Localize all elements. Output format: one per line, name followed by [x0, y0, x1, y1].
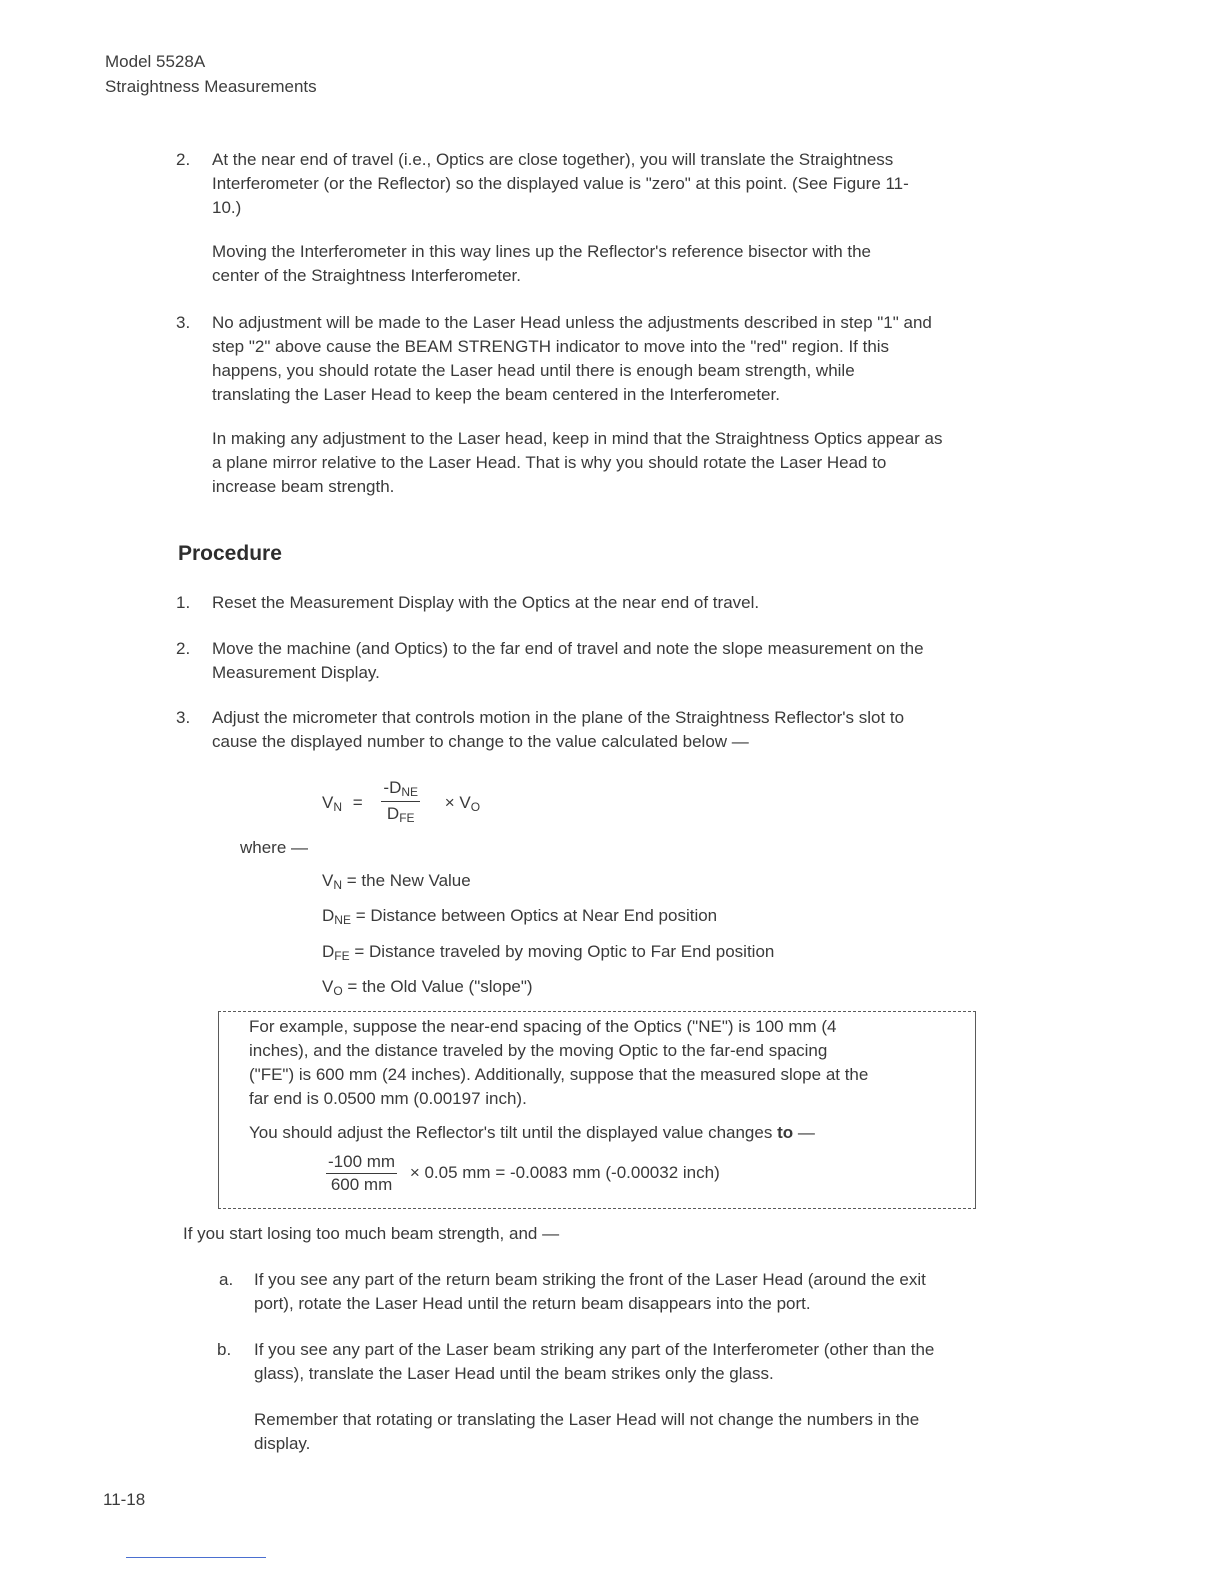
- header-section: Straightness Measurements: [105, 77, 317, 96]
- item-text: [212, 240, 1012, 288]
- subitem-text: [254, 1268, 1024, 1316]
- text-line: Interferometer (or the Reflector) so the displayed value is "zero" at this point. (See Figure 11-: [212, 174, 909, 193]
- text-line: In making any adjustment to the Laser head, keep in mind that the Straightness Optics appear as: [212, 429, 943, 448]
- item-text: [212, 311, 1012, 407]
- footer-rule: [126, 1557, 266, 1558]
- text-line: Remember that rotating or translating the Laser Head will not change the numbers in the: [254, 1410, 920, 1429]
- calc-result: × 0.05 mm = -0.0083 mm (-0.00032 inch): [409, 1162, 720, 1182]
- text-line: No adjustment will be made to the Laser Head unless the adjustments described in step "1" and: [212, 313, 932, 332]
- formula-lhs: VN: [322, 792, 343, 814]
- text-line: If you see any part of the return beam striking the front of the Laser Head (around the exit: [254, 1270, 926, 1289]
- step-text: [212, 591, 1012, 615]
- step-number: 1.: [176, 593, 191, 612]
- definition: DFE = Distance traveled by moving Optic to Far End position: [322, 942, 775, 963]
- text-line: translating the Laser Head to keep the beam centered in the Interferometer.: [212, 385, 780, 404]
- where-label: where —: [240, 838, 309, 857]
- text-line: port), rotate the Laser Head until the return beam disappears into the port.: [254, 1294, 811, 1313]
- text-line: ("FE") is 600 mm (24 inches). Additionally, suppose that the measured slope at the: [249, 1065, 869, 1084]
- subitem-text: [254, 1338, 1024, 1386]
- text-line: a plane mirror relative to the Laser Head. That is why you should rotate the Laser Head to: [212, 453, 887, 472]
- subitem-letter: a.: [219, 1270, 234, 1289]
- definition: DNE = Distance between Optics at Near End position: [322, 906, 718, 927]
- text-line: cause the displayed number to change to the value calculated below —: [212, 732, 749, 751]
- step-number: 3.: [176, 708, 191, 727]
- text-line: center of the Straightness Interferometer.: [212, 266, 521, 285]
- text-line: Measurement Display.: [212, 663, 380, 682]
- procedure-heading: Procedure: [178, 542, 282, 565]
- example-instruction: You should adjust the Reflector's tilt until the displayed value changes to —: [249, 1123, 815, 1142]
- definition: VO = the Old Value ("slope"): [322, 977, 533, 998]
- formula-denominator: DFE: [386, 804, 415, 825]
- text-line: For example, suppose the near-end spacing of the Optics ("NE") is 100 mm (4: [249, 1017, 837, 1036]
- text-line: happens, you should rotate the Laser head until there is enough beam strength, while: [212, 361, 855, 380]
- formula-numerator: -DNE: [381, 776, 420, 802]
- item-text: [212, 427, 1012, 499]
- text-line: If you see any part of the Laser beam striking any part of the Interferometer (other than the: [254, 1340, 935, 1359]
- step-text: [212, 706, 1012, 754]
- tail-intro: If you start losing too much beam strength, and —: [183, 1224, 560, 1243]
- formula-fraction: [381, 776, 420, 827]
- example-calculation: [326, 1151, 720, 1196]
- text-line: Move the machine (and Optics) to the far end of travel and note the slope measurement on the: [212, 639, 924, 658]
- page-number: 11-18: [103, 1490, 146, 1509]
- item-number: 3.: [176, 313, 191, 332]
- text-line: glass), translate the Laser Head until the beam strikes only the glass.: [254, 1364, 774, 1383]
- calc-denominator: 600 mm: [330, 1175, 393, 1194]
- text-line: step "2" above cause the BEAM STRENGTH indicator to move into the "red" region. If this: [212, 337, 890, 356]
- calc-numerator: -100 mm: [326, 1151, 397, 1174]
- example-text: [249, 1015, 959, 1111]
- step-number: 2.: [176, 639, 191, 658]
- text-line: increase beam strength.: [212, 477, 395, 496]
- text-line: inches), and the distance traveled by the moving Optic to the far-end spacing: [249, 1041, 828, 1060]
- item-number: 2.: [176, 150, 191, 169]
- formula-multiplier: × VO: [444, 792, 481, 814]
- formula: [322, 778, 480, 829]
- text-line: Reset the Measurement Display with the Optics at the near end of travel.: [212, 593, 760, 612]
- step-text: [212, 637, 1012, 685]
- subitem-letter: b.: [217, 1340, 232, 1359]
- text-line: At the near end of travel (i.e., Optics are close together), you will translate the Straightness: [212, 150, 894, 169]
- text-line: display.: [254, 1434, 311, 1453]
- text-line: far end is 0.0500 mm (0.00197 inch).: [249, 1089, 527, 1108]
- text-line: Adjust the micrometer that controls motion in the plane of the Straightness Reflector's slot to: [212, 708, 905, 727]
- item-text: [212, 148, 1012, 220]
- definition: VN = the New Value: [322, 871, 471, 892]
- text-line: Moving the Interferometer in this way lines up the Reflector's reference bisector with the: [212, 242, 871, 261]
- subitem-text: [254, 1408, 1024, 1456]
- header-model: Model 5528A: [105, 52, 206, 71]
- calc-fraction: [326, 1151, 397, 1196]
- text-line: 10.): [212, 198, 242, 217]
- formula-equals: =: [352, 792, 363, 812]
